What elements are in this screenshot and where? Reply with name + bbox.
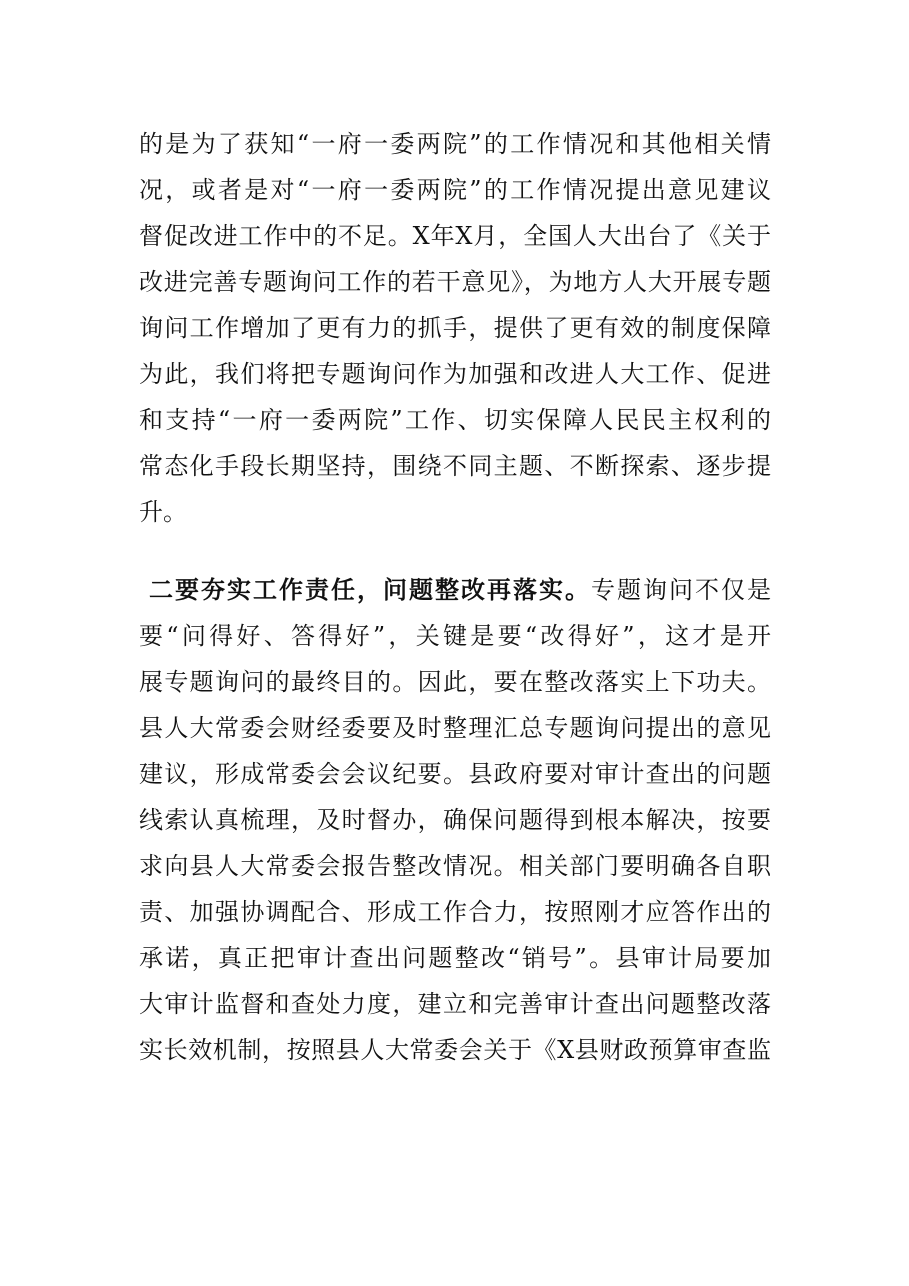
paragraph-2-line: 求向县人大常委会报告整改情况。相关部门要明确各自职: [139, 852, 771, 880]
paragraph-1-line: 常态化手段长期坚持，围绕不同主题、不断探索、逐步提: [139, 452, 771, 480]
paragraph-2-line: 要“问得好、答得好”，关键是要“改得好”，这才是开: [139, 622, 771, 650]
paragraph-2-line: 展专题询问的最终目的。因此，要在整改落实上下功夫。: [139, 668, 771, 696]
paragraph-2-first-line-text: 专题询问不仅是: [591, 576, 771, 604]
paragraph-2-first-line: [139, 567, 771, 613]
paragraph-2-line: 责、加强协调配合、形成工作合力，按照刚才应答作出的: [139, 898, 771, 926]
paragraph-1-line: 为此，我们将把专题询问作为加强和改进人大工作、促进: [139, 360, 771, 388]
paragraph-1-line: 改进完善专题询问工作的若干意见》，为地方人大开展专题: [139, 268, 771, 296]
paragraph-1-line: 况，或者是对“一府一委两院”的工作情况提出意见建议: [139, 176, 771, 204]
paragraph-2: [139, 567, 771, 1073]
paragraph-2-line: 建议，形成常委会会议纪要。县政府要对审计查出的问题: [139, 760, 771, 788]
paragraph-1-line: 督促改进工作中的不足。X年X月，全国人大出台了《关于: [139, 222, 771, 250]
paragraph-1-line: 和支持“一府一委两院”工作、切实保障人民民主权利的: [139, 406, 771, 434]
paragraph-1-line: 升。: [139, 498, 187, 526]
paragraph-2-line: 承诺，真正把审计查出问题整改“销号”。县审计局要加: [139, 944, 771, 972]
paragraph-2-line: 县人大常委会财经委要及时整理汇总专题询问提出的意见: [139, 714, 771, 742]
paragraph-2-line: 实长效机制，按照县人大常委会关于《X县财政预算审查监: [139, 1036, 771, 1064]
paragraph-1: [139, 121, 771, 535]
paragraph-1-line: 的是为了获知“一府一委两院”的工作情况和其他相关情: [139, 130, 771, 158]
paragraph-2-heading: 二要夯实工作责任，问题整改再落实。: [149, 575, 591, 604]
paragraph-2-line: 线索认真梳理，及时督办，确保问题得到根本解决，按要: [139, 806, 771, 834]
paragraph-2-line: 大审计监督和查处力度，建立和完善审计查出问题整改落: [139, 990, 771, 1018]
paragraph-1-line: 询问工作增加了更有力的抓手，提供了更有效的制度保障: [139, 314, 771, 342]
